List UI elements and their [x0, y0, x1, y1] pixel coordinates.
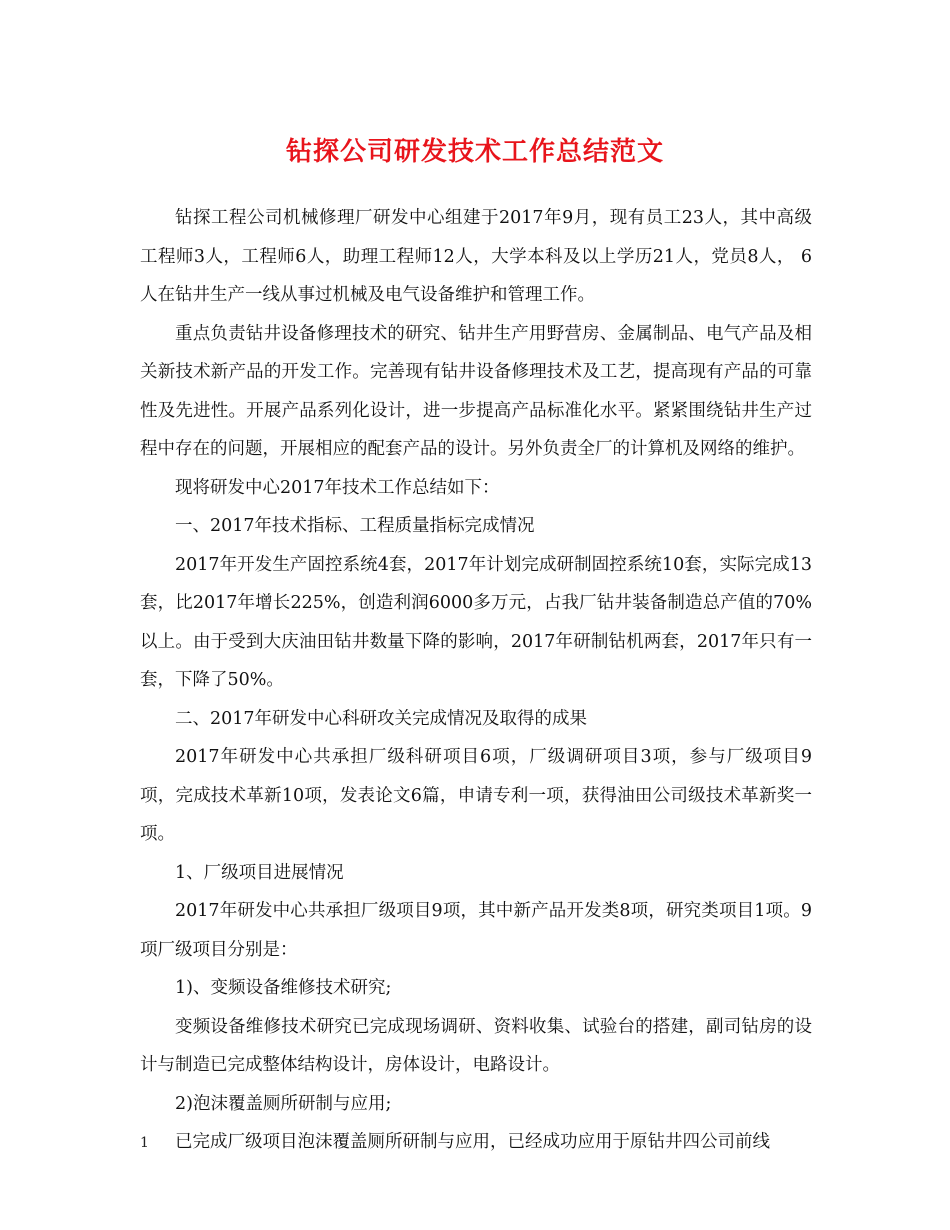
- paragraph-project-progress: 2017年研发中心共承担厂级项目9项，其中新产品开发类8项，研究类项目1项。9项厂级项目分别是：: [140, 901, 812, 960]
- paragraph-item-1: 变频设备维修技术研究已完成现场调研、资料收集、试验台的搭建，副司钻房的设计与制造已完成整体结构设计，房体设计，电路设计。: [140, 1016, 812, 1075]
- document-body: [140, 199, 812, 1162]
- paragraph-item-2: 已完成厂级项目泡沫覆盖厕所研制与应用，已经成功应用于原钻井四公司前线: [175, 1132, 770, 1152]
- paragraph-research-results: 2017年研发中心共承担厂级科研项目6项，厂级调研项目3项，参与厂级项目9项，完成技术革新10项，发表论文6篇，申请专利一项，获得油田公司级技术革新奖一项。: [140, 747, 812, 844]
- section-heading-1: 一、2017年技术指标、工程质量指标完成情况: [175, 516, 535, 536]
- paragraph-responsibilities: 重点负责钻井设备修理技术的研究、钻井生产用野营房、金属制品、电气产品及相关新技术新产品的开发工作。完善现有钻井设备修理技术及工艺，提高现有产品的可靠性及先进性。开展产品系列化设计，进一步提高产品标准化水平。紧紧围绕钻井生产过程中存在的问题，开展相应的配套产品的设计。另外负责全厂的计算机及网络的维护。: [140, 323, 812, 459]
- item-heading-2: 2)泡沫覆盖厕所研制与应用;: [175, 1093, 392, 1114]
- paragraph-summary-lead: 现将研发中心2017年技术工作总结如下：: [175, 477, 500, 498]
- paragraph-technical-indicators: 2017年开发生产固控系统4套，2017年计划完成研制固控系统10套，实际完成13套，比2017年增长225%，创造利润6000多万元，占我厂钻井装备制造总产值的70%以上。由于受到大庆油田钻井数量下降的影响，2017年研制钻机两套，2017年只有一套，下降了50%。: [140, 554, 812, 690]
- paragraph-intro: 钻探工程公司机械修理厂研发中心组建于2017年9月，现有员工23人，其中高级工程师3人，工程师6人，助理工程师12人，大学本科及以上学历21人，党员8人， 6人在钻井生产一线从事过机械及电气设备维护和管理工作。: [140, 208, 812, 305]
- subsection-heading-1: 1、厂级项目进展情况: [175, 862, 344, 883]
- document-title: 钻探公司研发技术工作总结范文: [285, 137, 664, 167]
- item-heading-1: 1)、变频设备维修技术研究;: [175, 978, 392, 998]
- section-heading-2: 二、2017年研发中心科研攻关完成情况及取得的成果: [175, 708, 588, 729]
- page-number: 1: [140, 1135, 149, 1151]
